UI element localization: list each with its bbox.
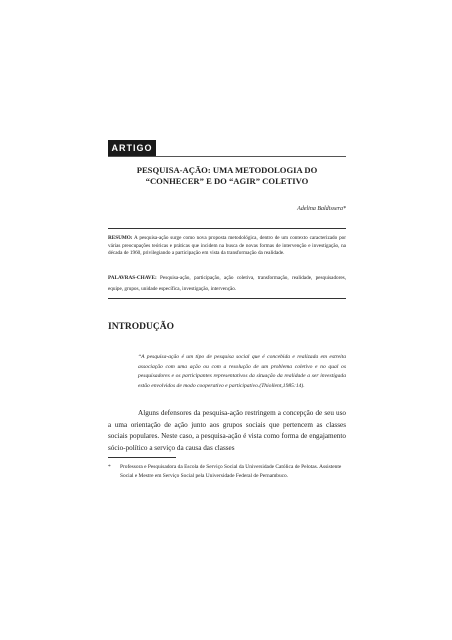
abstract-text: A pesquisa-ação surge como nova proposta metodológica, dentro de um contexto caracterizado por várias preocupações teóricas e práticas que incidem na busca de novas formas de intervenção e investigação, na década de 1960, privilegiando a participação em vista da transformação da realidade. <box>108 235 346 256</box>
title-line-1: PESQUISA-AÇÃO: UMA METODOLOGIA DO <box>136 165 318 175</box>
epigraph-quote: “A pesquisa-ação é um tipo de pesquisa social que é concebida e realizada em estreita associação com uma ação ou com a resolução de um problema coletivo e no qual os pesquisadores e os participantes representativos da situação da realidade a ser investigada estão envolvidos de modo cooperativo e participativo.(Thiollent,1985:14). <box>138 354 346 390</box>
keywords-label: PALAVRAS-CHAVE: <box>108 275 157 281</box>
section-badge: ARTIGO <box>108 140 156 156</box>
keywords-text: Pesquisa-ação, participação, ação coletiva, transformação, realidade, pesquisadores, equipe, grupos, unidade específica, investigação, intervenção. <box>108 275 346 292</box>
abstract-top-rule <box>108 228 346 229</box>
footnote-text: Professora e Pesquisadora da Escola de Serviço Social da Universidade Católica de Pelotas. Assistente Social e Mestre em Serviço Social pela Universidade Federal de Pernambuco. <box>120 464 342 479</box>
abstract-bottom-rule <box>108 298 346 299</box>
footnote-rule <box>108 457 176 458</box>
section-heading: INTRODUÇÃO <box>108 322 174 332</box>
keywords <box>108 273 346 295</box>
body-paragraph <box>108 408 346 454</box>
author-name: Adelina Baldissera* <box>297 206 346 212</box>
abstract <box>108 235 346 258</box>
title-line-2: “CONHECER” E DO “AGIR” COLETIVO <box>145 176 309 186</box>
footnote-mark: * <box>108 464 111 470</box>
article-page <box>108 0 346 640</box>
header-rule <box>108 156 346 157</box>
body-paragraph-text: Alguns defensores da pesquisa-ação restringem a concepção de seu uso a uma orientação de ação junto aos grupos sociais que pertencem as classes sociais populares. Neste caso, a pesquisa-ação é vista como forma de engajamento sócio-político a serviço da causa das classes <box>108 409 346 452</box>
article-title <box>108 165 346 187</box>
abstract-label: RESUMO: <box>108 235 133 241</box>
footnote <box>108 463 346 481</box>
